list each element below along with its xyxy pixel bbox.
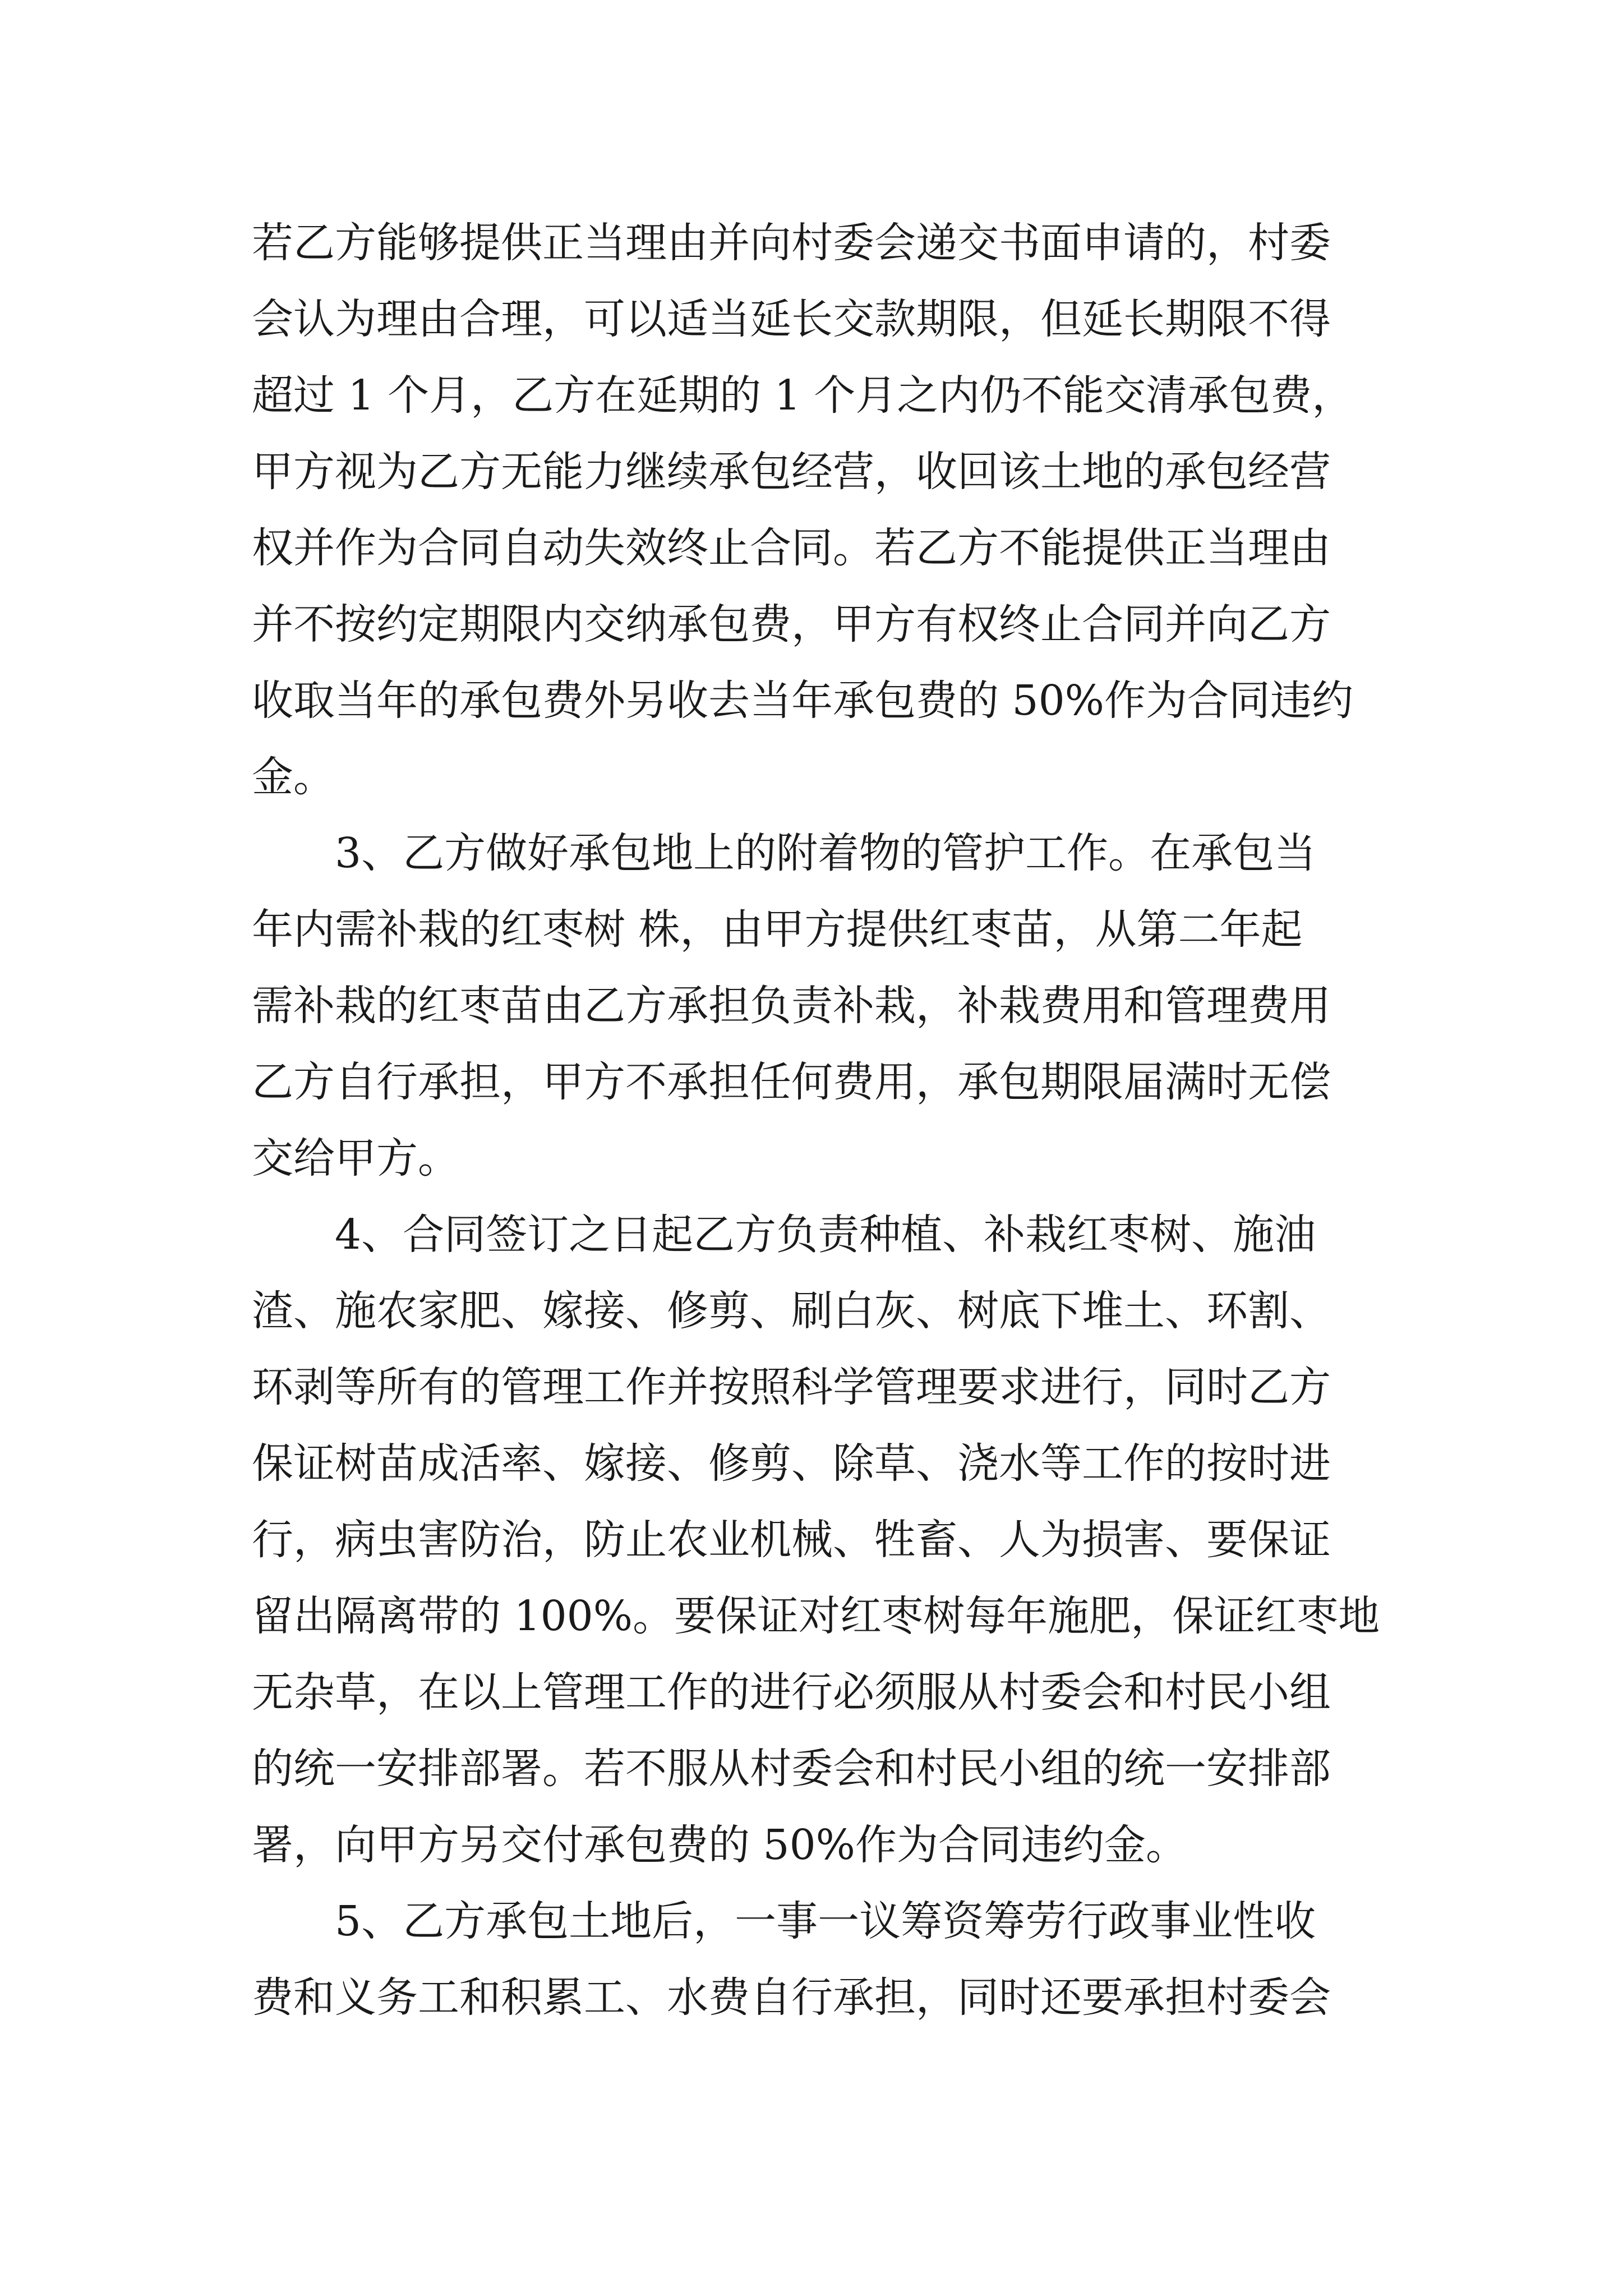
text-line: 交给甲方。: [252, 1134, 459, 1182]
text-line: 并不按约定期限内交纳承包费，甲方有权终止合同并向乙方: [252, 600, 1331, 648]
text-line: 渣、施农家肥、嫁接、修剪、刷白灰、树底下堆土、环割、: [252, 1287, 1331, 1335]
text-line: 乙方自行承担，甲方不承担任何费用，承包期限届满时无偿: [252, 1058, 1331, 1106]
text-line: 的统一安排部署。若不服从村委会和村民小组的统一安排部: [252, 1745, 1331, 1793]
text-line: 需补栽的红枣苗由乙方承担负责补栽，补栽费用和管理费用: [252, 982, 1331, 1030]
text-line: 行，病虫害防治，防止农业机械、牲畜、人为损害、要保证: [252, 1516, 1331, 1564]
text-line: 甲方视为乙方无能力继续承包经营，收回该土地的承包经营: [252, 448, 1331, 496]
paragraph-5-start: 5、乙方承包土地后，一事一议筹资筹劳行政事业性收: [335, 1897, 1316, 1945]
text-line: 年内需补栽的红枣树 株，由甲方提供红枣苗，从第二年起: [252, 905, 1303, 954]
text-line: 署，向甲方另交付承包费的 50%作为合同违约金。: [252, 1821, 1187, 1869]
text-line: 金。: [252, 753, 335, 801]
text-line: 费和义务工和积累工、水费自行承担，同时还要承担村委会: [252, 1973, 1331, 2022]
paragraph-4-start: 4、合同签订之日起乙方负责种植、补栽红枣树、施油: [335, 1211, 1316, 1259]
text-line: 会认为理由合理，可以适当延长交款期限，但延长期限不得: [252, 295, 1331, 343]
text-line: 权并作为合同自动失效终止合同。若乙方不能提供正当理由: [252, 524, 1331, 572]
text-line: 收取当年的承包费外另收去当年承包费的 50%作为合同违约: [252, 677, 1353, 725]
text-line: 留出隔离带的 100%。要保证对红枣树每年施肥，保证红枣地: [252, 1592, 1380, 1640]
text-line: 环剥等所有的管理工作并按照科学管理要求进行，同时乙方: [252, 1363, 1331, 1411]
text-line: 无杂草，在以上管理工作的进行必须服从村委会和村民小组: [252, 1668, 1331, 1717]
text-line: 保证树苗成活率、嫁接、修剪、除草、浇水等工作的按时进: [252, 1439, 1331, 1488]
paragraph-3-start: 3、乙方做好承包地上的附着物的管护工作。在承包当: [335, 829, 1316, 877]
text-line: 超过 1 个月，乙方在延期的 1 个月之内仍不能交清承包费，: [252, 371, 1354, 420]
text-line: 若乙方能够提供正当理由并向村委会递交书面申请的，村委: [252, 219, 1331, 267]
